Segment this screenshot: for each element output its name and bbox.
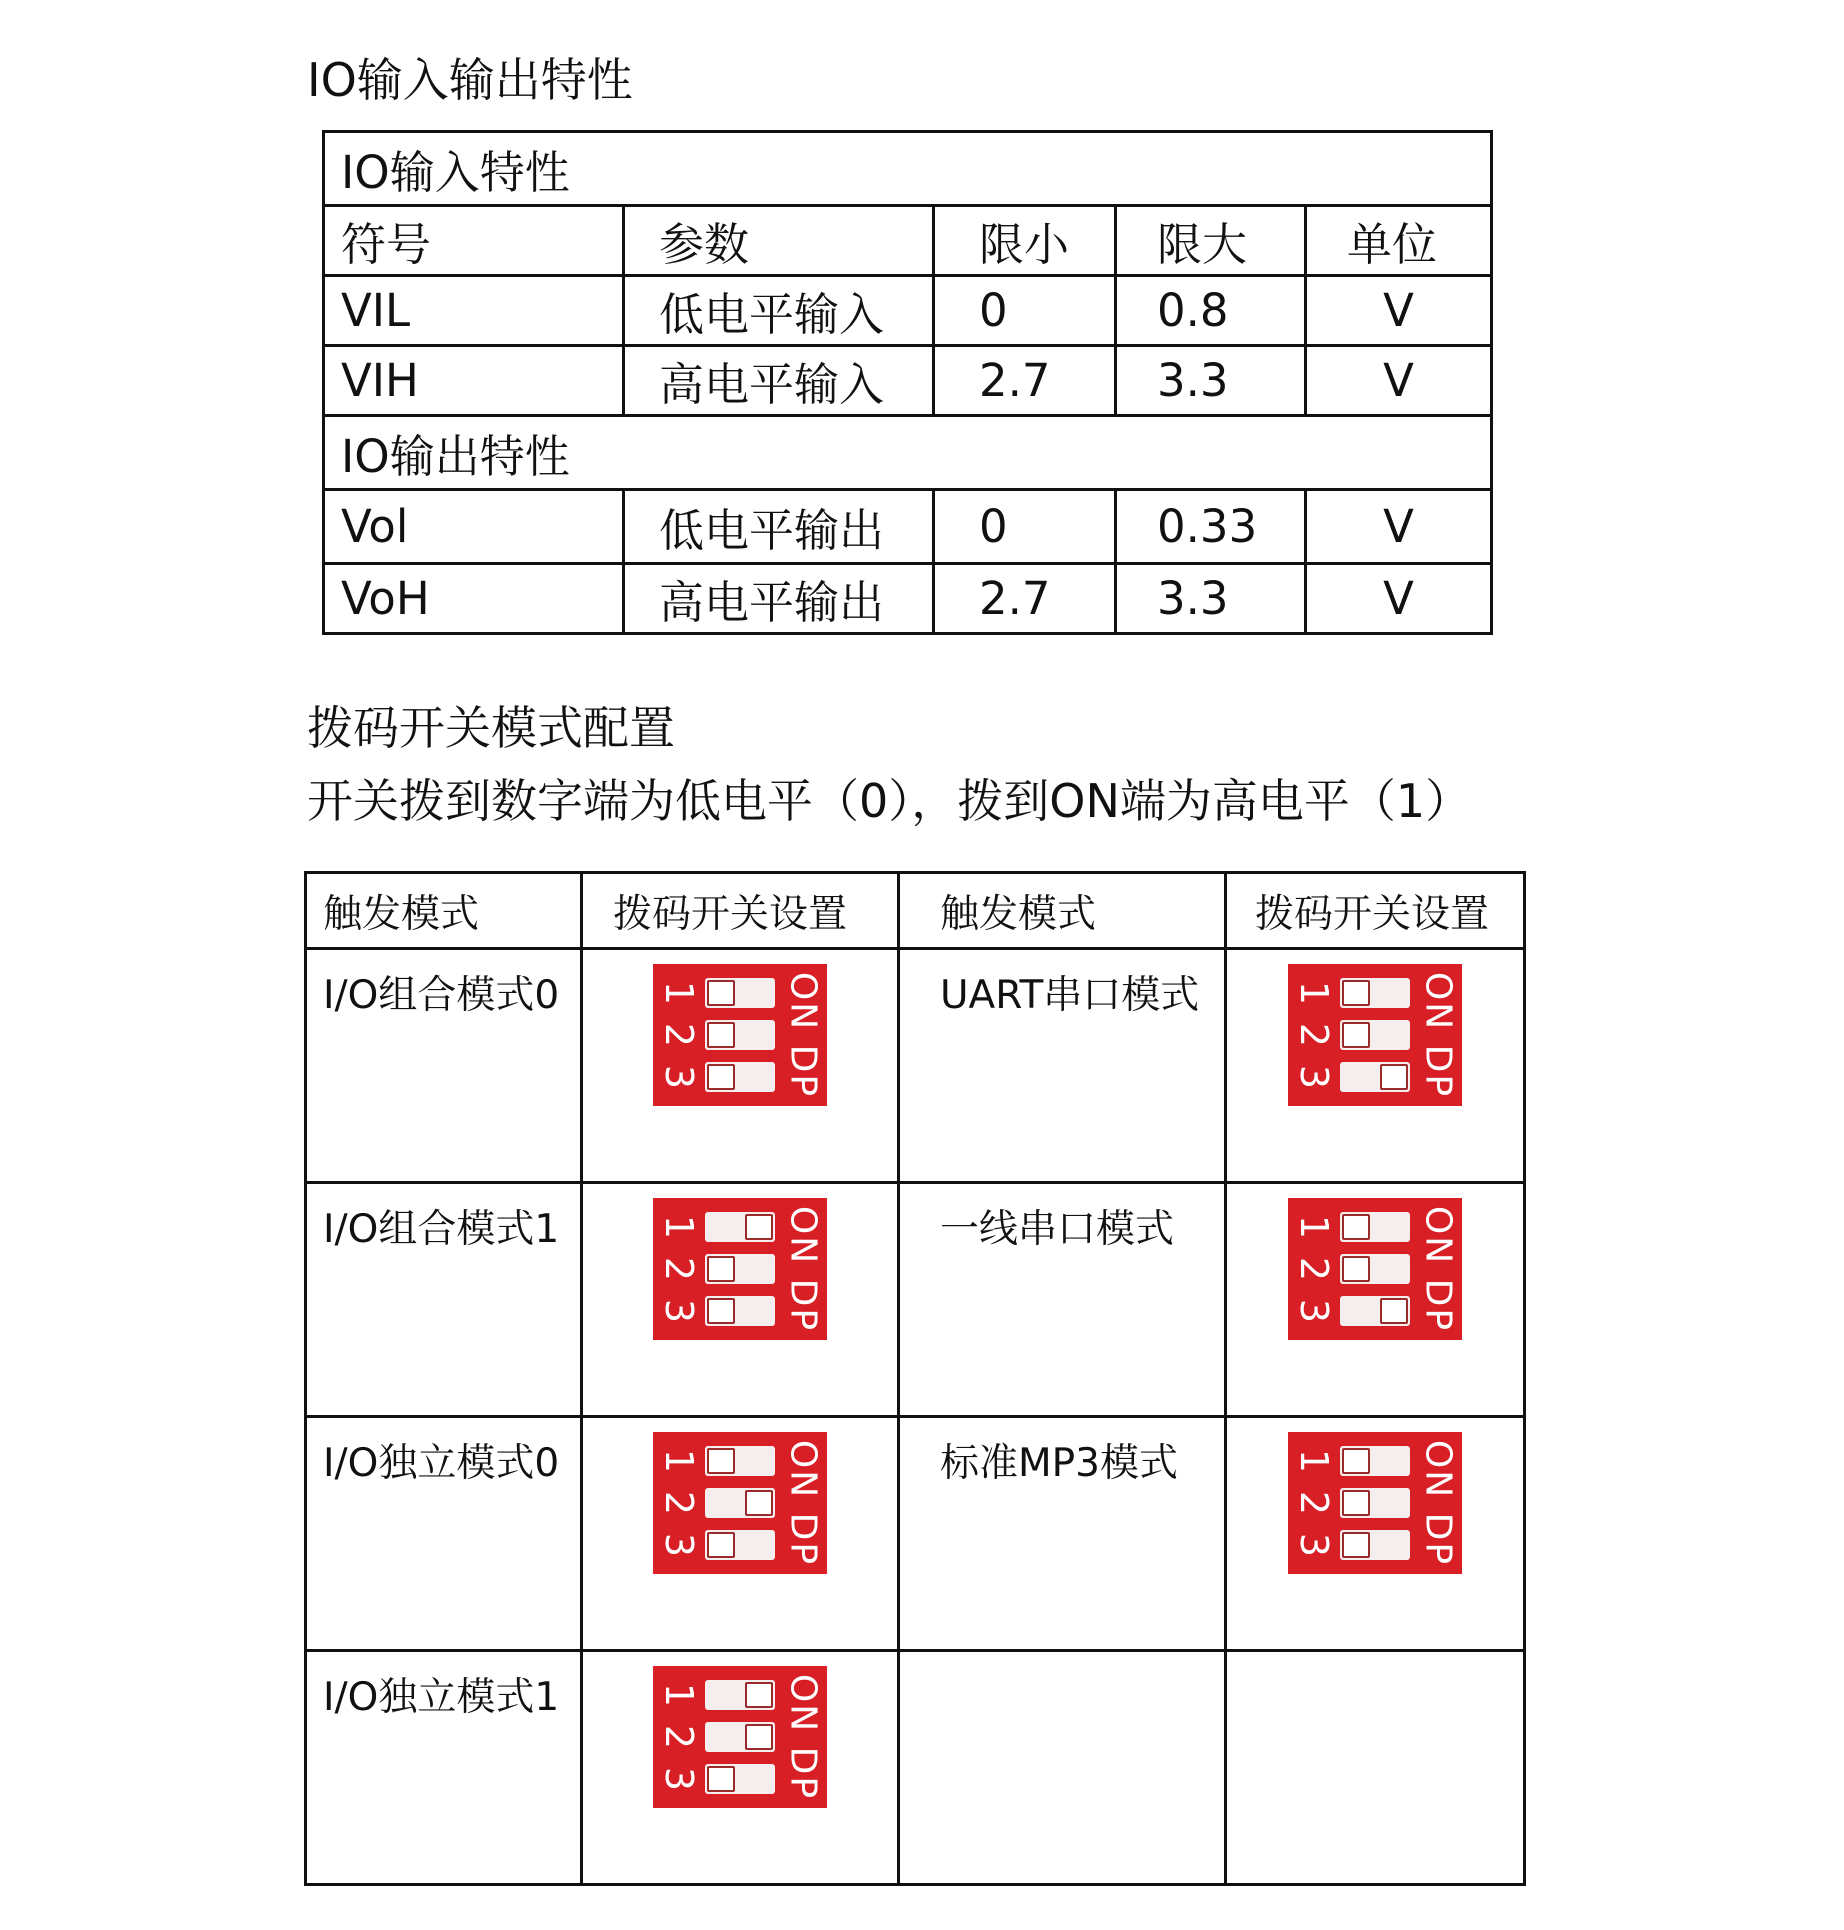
switch-knob: [707, 1532, 735, 1558]
switch-number: 3: [657, 1766, 701, 1792]
switch-cell-left: [582, 1417, 899, 1651]
switch-number: 3: [1292, 1064, 1336, 1090]
on-dp-label: ON DP: [1417, 1439, 1459, 1567]
on-dp-label: ON DP: [782, 1673, 824, 1801]
table-row: [306, 1651, 1525, 1885]
dip-header-row: [306, 873, 1525, 949]
on-dp-label: ON DP: [782, 1439, 824, 1567]
switch-cell-right: [1226, 1417, 1525, 1651]
dip-switch-image: [653, 964, 827, 1106]
dip-switch-image: [653, 1432, 827, 1574]
switch-knob: [1342, 980, 1370, 1006]
switch-number: 2: [657, 1490, 701, 1516]
switch-knob: [707, 1256, 735, 1282]
switch-knob: [1342, 1532, 1370, 1558]
mode-label-left: I/O独立模式0: [306, 1417, 582, 1651]
switch-number: 3: [657, 1064, 701, 1090]
mode-label-left: I/O组合模式1: [306, 1183, 582, 1417]
cell-min: 2.7: [934, 564, 1116, 634]
io-column-header-row: [324, 206, 1492, 276]
switch-cell-left: [582, 949, 899, 1183]
table-row: [324, 276, 1492, 346]
on-dp-label: ON DP: [782, 1205, 824, 1333]
switch-slot: [705, 1062, 775, 1092]
dip-switch-image: [1288, 1198, 1462, 1340]
switch-knob: [707, 1448, 735, 1474]
table-row: [324, 564, 1492, 634]
column-header-mode-left: 触发模式: [306, 873, 582, 949]
switch-slot: [1340, 1254, 1410, 1284]
table-row: [306, 1183, 1525, 1417]
cell-symbol: VIL: [324, 276, 624, 346]
dip-switch-image: [1288, 964, 1462, 1106]
switch-slot: [705, 1020, 775, 1050]
cell-symbol: Vol: [324, 490, 624, 564]
column-header-mode-right: 触发模式: [899, 873, 1226, 949]
dip-switch-table: [304, 871, 1526, 1886]
switch-number: 1: [657, 1682, 701, 1708]
mode-label-right: [899, 1651, 1226, 1885]
io-output-header-row: [324, 416, 1492, 490]
switch-cell-left: [582, 1651, 899, 1885]
switch-slot: [1340, 1212, 1410, 1242]
mode-label-left: I/O组合模式0: [306, 949, 582, 1183]
switch-number: 2: [657, 1256, 701, 1282]
switch-number: 2: [657, 1724, 701, 1750]
switch-slot: [1340, 1530, 1410, 1560]
switch-slot: [705, 1764, 775, 1794]
switch-knob: [745, 1724, 773, 1750]
switch-knob: [707, 1766, 735, 1792]
switch-number: 1: [1292, 1448, 1336, 1474]
column-header-param: 参数: [624, 206, 934, 276]
mode-label-right: UART串口模式: [899, 949, 1226, 1183]
switch-number: 2: [1292, 1490, 1336, 1516]
switch-slot: [1340, 1062, 1410, 1092]
switch-number: 3: [1292, 1298, 1336, 1324]
switch-number: 3: [657, 1298, 701, 1324]
io-output-header: IO输出特性: [324, 416, 1492, 490]
switch-knob: [1380, 1298, 1408, 1324]
switch-knob: [707, 1064, 735, 1090]
dip-switch-image: [653, 1666, 827, 1808]
on-dp-label: ON DP: [1417, 1205, 1459, 1333]
switch-knob: [1342, 1022, 1370, 1048]
switch-number: 1: [1292, 1214, 1336, 1240]
on-dp-label: ON DP: [782, 971, 824, 1099]
cell-max: 3.3: [1116, 564, 1306, 634]
switch-slot: [705, 1212, 775, 1242]
table-row: [324, 490, 1492, 564]
switch-slot: [705, 1254, 775, 1284]
cell-max: 0.33: [1116, 490, 1306, 564]
cell-max: 3.3: [1116, 346, 1306, 416]
switch-number: 1: [1292, 980, 1336, 1006]
switch-knob: [745, 1490, 773, 1516]
cell-param: 低电平输入: [624, 276, 934, 346]
cell-max: 0.8: [1116, 276, 1306, 346]
column-header-switch-left: 拨码开关设置: [582, 873, 899, 949]
switch-number: 1: [657, 980, 701, 1006]
cell-min: 0: [934, 490, 1116, 564]
cell-symbol: VIH: [324, 346, 624, 416]
switch-number: 2: [1292, 1256, 1336, 1282]
switch-knob: [1342, 1490, 1370, 1516]
cell-unit: V: [1306, 276, 1492, 346]
table-row: [306, 949, 1525, 1183]
column-header-switch-right: 拨码开关设置: [1226, 873, 1525, 949]
switch-slot: [705, 1680, 775, 1710]
section1-title: IO输入输出特性: [307, 53, 633, 107]
switch-cell-right: [1226, 1183, 1525, 1417]
io-input-header: IO输入特性: [324, 132, 1492, 206]
switch-slot: [1340, 978, 1410, 1008]
switch-cell-right: [1226, 949, 1525, 1183]
io-input-header-row: [324, 132, 1492, 206]
switch-knob: [707, 980, 735, 1006]
switch-number: 3: [657, 1532, 701, 1558]
dip-switch-image: [1288, 1432, 1462, 1574]
switch-slot: [705, 1296, 775, 1326]
cell-min: 0: [934, 276, 1116, 346]
switch-slot: [705, 1446, 775, 1476]
switch-slot: [705, 978, 775, 1008]
dip-switch-image: [653, 1198, 827, 1340]
switch-slot: [1340, 1296, 1410, 1326]
section2-title: 拨码开关模式配置: [307, 701, 675, 755]
cell-unit: V: [1306, 490, 1492, 564]
switch-slot: [1340, 1446, 1410, 1476]
switch-number: 2: [1292, 1022, 1336, 1048]
table-row: [306, 1417, 1525, 1651]
switch-slot: [705, 1530, 775, 1560]
switch-number: 1: [657, 1448, 701, 1474]
mode-label-right: 标准MP3模式: [899, 1417, 1226, 1651]
on-dp-label: ON DP: [1417, 971, 1459, 1099]
switch-knob: [745, 1214, 773, 1240]
switch-slot: [1340, 1020, 1410, 1050]
switch-knob: [745, 1682, 773, 1708]
switch-number: 3: [1292, 1532, 1336, 1558]
switch-slot: [1340, 1488, 1410, 1518]
cell-unit: V: [1306, 564, 1492, 634]
mode-label-left: I/O独立模式1: [306, 1651, 582, 1885]
cell-param: 高电平输入: [624, 346, 934, 416]
switch-cell-right: [1226, 1651, 1525, 1885]
column-header-max: 限大: [1116, 206, 1306, 276]
column-header-min: 限小: [934, 206, 1116, 276]
switch-knob: [707, 1022, 735, 1048]
switch-knob: [1380, 1064, 1408, 1090]
switch-cell-left: [582, 1183, 899, 1417]
io-characteristics-table: [322, 130, 1493, 635]
switch-knob: [1342, 1256, 1370, 1282]
cell-param: 低电平输出: [624, 490, 934, 564]
switch-knob: [707, 1298, 735, 1324]
mode-label-right: 一线串口模式: [899, 1183, 1226, 1417]
section2-description: 开关拨到数字端为低电平（0），拨到ON端为高电平（1）: [307, 774, 1472, 828]
column-header-unit: 单位: [1306, 206, 1492, 276]
table-row: [324, 346, 1492, 416]
switch-knob: [1342, 1448, 1370, 1474]
cell-symbol: VoH: [324, 564, 624, 634]
switch-slot: [705, 1722, 775, 1752]
switch-number: 1: [657, 1214, 701, 1240]
cell-param: 高电平输出: [624, 564, 934, 634]
cell-unit: V: [1306, 346, 1492, 416]
switch-number: 2: [657, 1022, 701, 1048]
column-header-symbol: 符号: [324, 206, 624, 276]
cell-min: 2.7: [934, 346, 1116, 416]
switch-knob: [1342, 1214, 1370, 1240]
switch-slot: [705, 1488, 775, 1518]
